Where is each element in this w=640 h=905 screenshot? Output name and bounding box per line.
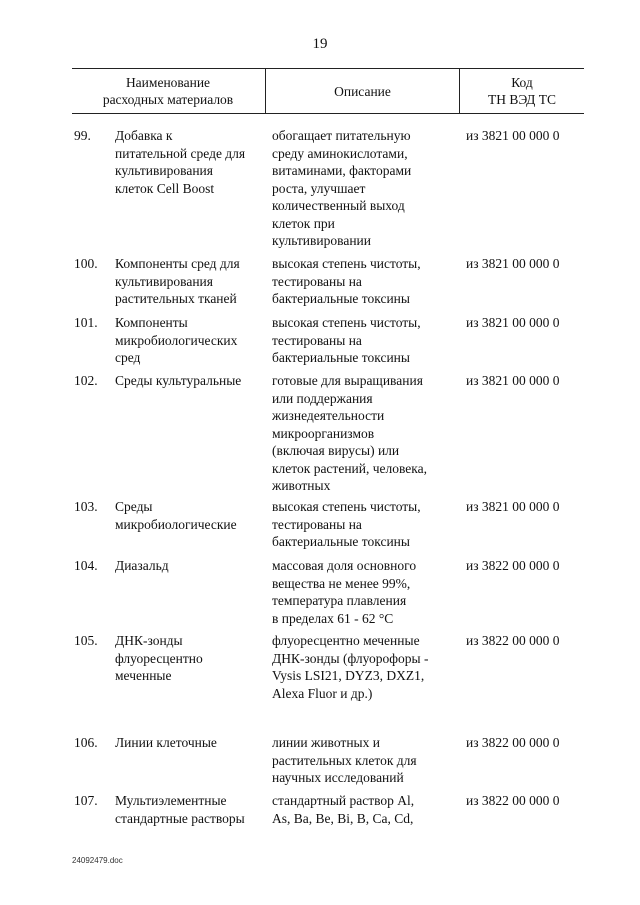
row-description: готовые для выращивания или поддержания жизнедеятельности микроорганизмов (включая вирусы) или клеток растений, человека, животных — [272, 373, 428, 493]
row-name: Среды культуральные — [115, 373, 242, 388]
header-name-label: Наименование расходных материалов — [102, 75, 234, 107]
row-description: линии животных и растительных клеток для научных исследований — [272, 735, 417, 785]
row-number: 102. — [74, 373, 98, 388]
header-code-cell — [460, 69, 584, 113]
row-number: 103. — [74, 499, 98, 514]
row-description: стандартный раствор Al, As, Ba, Be, Bi, B, Ca, Cd, — [272, 793, 415, 826]
row-name: Диазальд — [115, 558, 169, 573]
header-code-label: Код ТН ВЭД ТС — [488, 75, 556, 107]
row-name: Линии клеточные — [115, 735, 217, 750]
row-code: из 3821 00 000 0 — [466, 315, 560, 330]
file-name-footer: 24092479.doc — [72, 856, 123, 865]
row-name: ДНК-зонды флуоресцентно меченные — [115, 633, 203, 683]
row-description: массовая доля основного вещества не менее 99%, температура плавления в пределах 61 - 62 °С — [272, 558, 417, 626]
row-code: из 3822 00 000 0 — [466, 735, 560, 750]
row-number: 105. — [74, 633, 98, 648]
row-number: 104. — [74, 558, 98, 573]
row-code: из 3821 00 000 0 — [466, 373, 560, 388]
row-number: 106. — [74, 735, 98, 750]
row-name: Добавка к питательной среде для культивирования клеток Cell Boost — [115, 128, 246, 196]
row-code: из 3821 00 000 0 — [466, 499, 560, 514]
row-code: из 3821 00 000 0 — [466, 256, 560, 271]
row-description: флуоресцентно меченные ДНК-зонды (флуорофоры - Vysis LSI21, DYZ3, DXZ1, Alexa Fluor и др.) — [272, 633, 429, 701]
header-description-cell — [265, 69, 460, 113]
row-code: из 3822 00 000 0 — [466, 558, 560, 573]
row-name: Компоненты сред для культивирования растительных тканей — [115, 256, 240, 306]
row-code: из 3821 00 000 0 — [466, 128, 560, 143]
row-code: из 3822 00 000 0 — [466, 633, 560, 648]
row-description: высокая степень чистоты, тестированы на бактериальные токсины — [272, 315, 421, 365]
row-name: Среды микробиологические — [115, 499, 237, 532]
row-description: высокая степень чистоты, тестированы на бактериальные токсины — [272, 256, 421, 306]
row-name: Компоненты микробиологических сред — [115, 315, 238, 365]
row-number: 107. — [74, 793, 98, 808]
row-code: из 3822 00 000 0 — [466, 793, 560, 808]
row-description: высокая степень чистоты, тестированы на бактериальные токсины — [272, 499, 421, 549]
row-number: 100. — [74, 256, 98, 271]
header-description-label: Описание — [334, 83, 391, 99]
header-name-cell — [72, 69, 264, 113]
row-number: 101. — [74, 315, 98, 330]
page-number: 19 — [312, 36, 328, 52]
table-header — [72, 68, 584, 114]
row-name: Мультиэлементные стандартные растворы — [115, 793, 245, 826]
row-description: обогащает питательную среду аминокислотами, витаминами, факторами роста, улучшает количественный выход клеток при культивировании — [272, 128, 412, 248]
row-number: 99. — [74, 128, 91, 143]
